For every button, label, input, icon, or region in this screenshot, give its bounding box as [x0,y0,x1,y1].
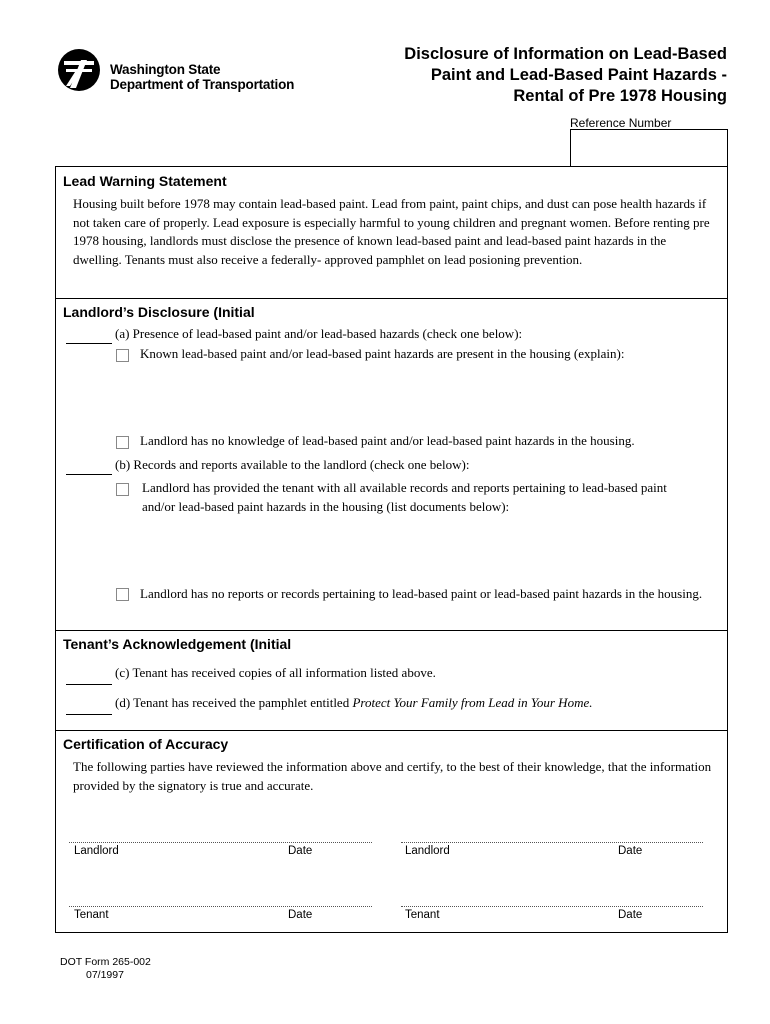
form-footer [60,956,151,982]
item-d-text [115,694,592,713]
landlord-disclosure-section [56,298,727,631]
agency-name [110,62,294,92]
landlord-label-2: Landlord [405,845,450,857]
item-d-prefix: (d) Tenant has received the pamphlet entitled [115,695,353,710]
footer-form-date: 07/1997 [86,969,124,981]
records-provided-text: Landlord has provided the tenant with all available records and reports pertaining to lead-based paint and/or lead-based paint hazards in the housing (list documents below): [142,480,667,514]
certification-text: The following parties have reviewed the information above and certify, to the best of their knowledge, that the information provided by the signatory is true and accurate. [73,759,712,793]
landlord-initial-a[interactable] [66,333,112,344]
checkbox-known-lead[interactable] [116,349,129,362]
no-records-text: Landlord has no reports or records pertaining to lead-based paint or lead-based paint hazards in the housing. [140,586,703,601]
item-c-text: (c) Tenant has received copies of all information listed above. [115,665,436,680]
checkbox-no-records[interactable] [116,588,129,601]
pamphlet-title: Protect Your Family from Lead in Your Home. [352,695,593,710]
tenant-label-1: Tenant [74,909,109,921]
date-label-1: Date [288,845,313,857]
checkbox-no-knowledge[interactable] [116,436,129,449]
title-line-3: Rental of Pre 1978 Housing [513,87,727,105]
disclosure-form [55,166,728,933]
certification-section [56,730,727,932]
lead-warning-section [56,167,727,299]
tenant-signature-line-2[interactable] [401,906,703,907]
landlord-signature-line-1[interactable] [69,842,372,843]
checkbox-records-provided[interactable] [116,483,129,496]
title-line-1: Disclosure of Information on Lead-Based [404,45,727,63]
date-label-4: Date [618,909,643,921]
agency-line-2: Department of Transportation [110,77,295,92]
tenant-initial-c[interactable] [66,674,112,685]
tenant-initial-d[interactable] [66,704,112,715]
reference-number-field[interactable] [570,129,728,166]
date-label-3: Date [288,909,313,921]
landlord-initial-b[interactable] [66,464,112,475]
no-knowledge-text: Landlord has no knowledge of lead-based paint and/or lead-based paint hazards in the housing. [140,433,635,448]
form-title [307,44,727,107]
tenant-label-2: Tenant [405,909,440,921]
certification-title: Certification of Accuracy [63,736,229,752]
tenant-ack-section [56,630,727,731]
agency-line-1: Washington State [110,62,221,77]
landlord-label-1: Landlord [74,845,119,857]
wsdot-logo-icon [57,48,101,92]
landlord-signature-line-2[interactable] [401,842,703,843]
footer-dot: DOT [60,956,82,968]
tenant-signature-line-1[interactable] [69,906,372,907]
title-line-2: Paint and Lead-Based Paint Hazards - [430,66,727,84]
lead-warning-title: Lead Warning Statement [63,173,227,189]
tenant-ack-title: Tenant’s Acknowledgement (Initial [63,636,292,652]
item-b-text: (b) Records and reports available to the landlord (check one below): [115,457,470,472]
landlord-disclosure-title: Landlord’s Disclosure (Initial [63,304,255,320]
reference-number-label: Reference Number [570,116,672,130]
known-lead-text: Known lead-based paint and/or lead-based paint hazards are present in the housing (explain): [140,346,625,361]
footer-form-number: Form 265-002 [84,956,151,968]
date-label-2: Date [618,845,643,857]
item-a-text: (a) Presence of lead-based paint and/or lead-based hazards (check one below): [115,326,523,341]
lead-warning-text: Housing built before 1978 may contain lead-based paint. Lead from paint, paint chips, and dust can pose health hazards if not taken care of properly. Lead exposure is especially harmful to young children and pregnant women. Before renting pre 1978 housing, landlords must disclose the presence of known lead-based paint and lead-based paint hazards in the dwelling. Tenants must also receive a federally- approved pamphlet on lead posioning prevention. [73,196,710,267]
